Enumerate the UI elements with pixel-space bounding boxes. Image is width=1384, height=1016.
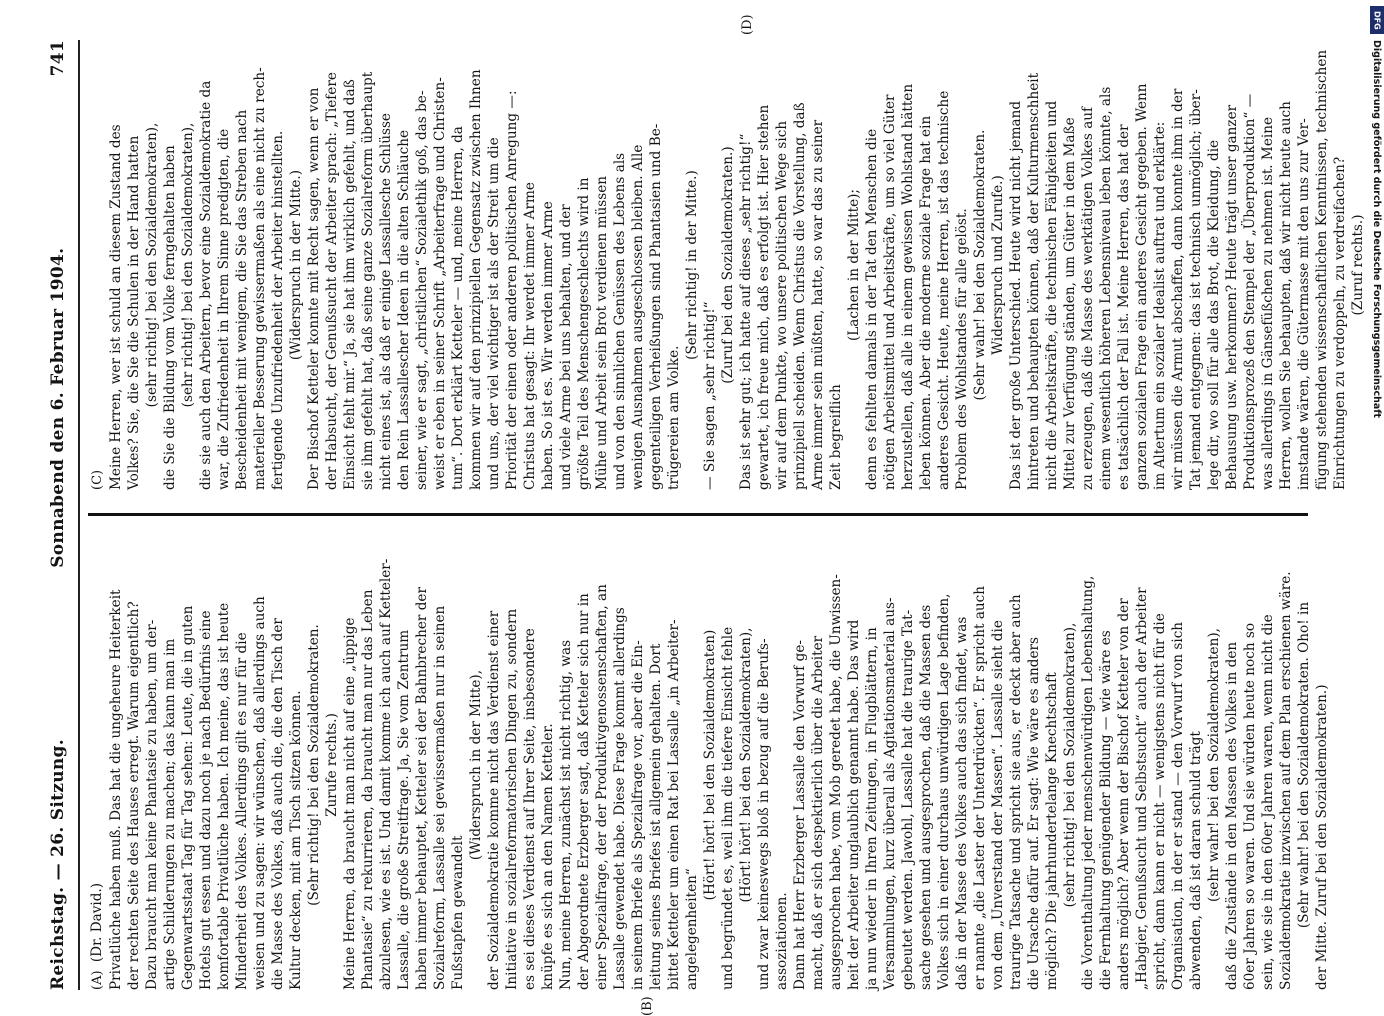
right-column-line: Meine Herren, wer ist schuld an diesem Zustand des <box>108 124 124 490</box>
left-column-line: anders möglich? Aber wenn der Bischof Ketteler von der <box>1116 598 1132 990</box>
right-column-line: (Sehr richtig! in der Mitte.) <box>684 170 700 360</box>
credit-line-container <box>1370 40 1384 990</box>
right-column-line: und von den sinnlichen Genüssen des Lebens als <box>612 152 628 490</box>
right-column-line: und viele Arme bei uns behalten, und der <box>558 204 574 490</box>
right-column-line: gewartet, ich freue mich, daß es erfolgt ist. Hier stehen <box>756 104 772 490</box>
right-column-line: gegenteiligen Verheißungen sind Phantasien und Be- <box>648 123 664 490</box>
left-column-line: einer Spezialfrage, der der Produktivgenossenschaften, an <box>594 584 610 990</box>
left-column-line: es sei dieses Verdienst auf Ihrer Seite, insbesondere <box>522 628 538 990</box>
left-column-line: der Sozialdemokratie komme nicht das Verdienst einer <box>486 610 502 990</box>
left-column-line: Sozialdemokratie inzwischen auf dem Plan erschienen wäre. <box>1278 571 1294 990</box>
right-column-line: (Zuruf rechts.) <box>1350 214 1366 316</box>
left-column-line: Initiative in sozialreformatorischen Dingen zu, sondern <box>504 608 520 990</box>
right-column-line: und uns, der viel wichtiger ist als der Streit um die <box>486 137 502 490</box>
right-column-line: prinzipiell scheiden. Wenn Christus die Vorstellung, daß <box>792 102 808 490</box>
right-column-line: Behausung usw. herkommen? Heute trägt unser ganzer <box>1224 104 1240 490</box>
right-column-line: Priorität der einen oder anderen politischen Anregung —: <box>504 90 520 490</box>
right-column-line: Volkes? Sie, die Sie die Schulen in der Hand hatten <box>126 135 142 490</box>
right-column-line: Einrichtungen zu verdoppeln, zu verdreifachen? <box>1332 156 1348 490</box>
right-column <box>88 40 1366 490</box>
left-column-line: und begründet es, weil ihm die tiefere Einsicht fehle <box>720 626 736 990</box>
right-column-line: (Widerspruch in der Mitte.) <box>288 169 304 361</box>
right-column-line: wir auf dem Punkte, wo unsere politischen Wege sich <box>774 120 790 490</box>
right-column-line: einem wesentlich höheren Lebensniveau leben könnte, als <box>1098 86 1114 490</box>
right-column-line: fügung stehenden wissenschaftlichen Kenntnissen, technischen <box>1314 49 1330 490</box>
left-column-line: gebeutet werden. Jawohl, Lassalle hat die traurige Tat- <box>900 609 916 990</box>
left-column-line: Privatlüche haben muß. Das hat die ungeheure Heiterkeit <box>108 589 124 990</box>
left-column-line: leitung seines Briefes ist allgemein gehalten. Dort <box>648 643 664 990</box>
left-column-line: heit der Arbeiter unglaublich genannt habe. Das wird <box>846 619 862 990</box>
right-column-line: trügereien am Volke. <box>666 345 682 490</box>
credit-line: Digitalisierung gefördert durch die Deutsche Forschungsgemeinschaft <box>1371 40 1382 418</box>
left-column-line: ja nun wieder in Ihren Zeitungen, in Flugblättern, in <box>864 627 880 990</box>
right-column-line: herzustellen, daß alle in einem gewissen Wohlstand hätten <box>900 83 916 490</box>
left-column-line: in seinem Briefe als Spezialfrage vor, aber die Ein- <box>630 640 646 990</box>
left-column-line: Sozialreform, Lassalle sei gewissermaßen nur in seinen <box>432 605 448 990</box>
margin-marker-d: (D) <box>740 14 755 35</box>
right-column-line: die sie auch den Arbeitern, bevor eine Sozialdemokratie da <box>198 80 214 490</box>
left-column-line: Dann hat Herr Erzberger Lassalle den Vorwurf ge- <box>792 640 808 990</box>
left-column-line: traurige Tatsache und spricht sie aus, er deckt aber auch <box>1008 594 1024 990</box>
left-column-line: Nun, meine Herren, zunächst ist nicht richtig, was <box>558 639 574 990</box>
right-column-line: Mühe und Arbeit sein Brot verdienen müssen <box>594 175 610 490</box>
right-column-line: (Sehr wahr! bei den Sozialdemokraten. <box>972 129 988 401</box>
left-column-line: Volkes sich in einer durchaus unwürdigen Lage befinden, <box>936 593 952 990</box>
right-column-line: fertigende Unzufriedenheit der Arbeiter hinstellten. <box>270 130 286 490</box>
left-column-line: (Widerspruch in der Mitte), <box>468 669 484 861</box>
left-column-line: Lassalle gewendet habe. Diese Frage kommt allerdings <box>612 607 628 990</box>
right-column-line: lege dir, wo soll für alle das Brot, die Kleidung, die <box>1206 139 1222 490</box>
left-column-line: Organisation, in der er stand — den Vorwurf von sich <box>1170 621 1186 990</box>
header-date: Sonnabend den 6. Februar 1904. <box>48 247 68 568</box>
left-column-line: (Hört! hört! bei den Sozialdemokraten), <box>738 627 754 903</box>
right-column-line: wir müssen die Armut abschaffen, dann konnte ihm in der <box>1170 88 1186 490</box>
left-column-line: von dem „Unverstand der Massen“. Lassalle sieht die <box>990 620 1006 990</box>
right-column-line: seiner, wie er sagt, „christlichen“ Sozialethik goß, das be- <box>414 90 430 490</box>
left-column-line: (Hört! hört! bei den Sozialdemokraten) <box>702 629 718 901</box>
left-column-line: haben immer behauptet, Ketteler sei der Bahnbrecher der <box>414 587 430 990</box>
right-column-line: (sehr richtig! bei den Sozialdemokraten), <box>144 122 160 408</box>
left-column-line: Versammlungen, kurz überall als Agitationsmaterial aus- <box>882 597 898 990</box>
document-page <box>40 14 1366 1016</box>
left-column <box>88 540 1330 990</box>
right-column-line: hintreten und behaupten können, daß der Kulturmenschheit <box>1026 72 1042 490</box>
right-column-line: Produktionsprozeß den Stempel der „Überproduktion“ — <box>1242 93 1258 490</box>
right-column-line: haben. So ist es. Wir werden immer Arme <box>540 201 556 490</box>
right-column-line: sie ihm gefehlt hat, daß seine ganze Sozialreform überhaupt <box>360 71 376 490</box>
left-column-line: der Mitte. Zuruf bei den Sozialdemokraten.) <box>1314 684 1330 990</box>
right-column-line: Widerspruch und Zurufe.) <box>990 175 1006 355</box>
left-column-line: angelegenheiten“ <box>684 868 700 990</box>
right-column-line: materieller Besserung gewissermaßen als eine nicht zu rech- <box>252 67 268 490</box>
right-column-line: (sehr richtig! bei den Sozialdemokraten), <box>180 122 196 408</box>
right-column-line: Der Bischof Ketteler konnte mit Recht sagen, wenn er von <box>306 87 322 490</box>
left-column-line: ausgesprochen habe, vom Mob geredet habe, die Unwissen- <box>828 574 844 990</box>
left-column-line: daß in der Masse des Volkes auch das sich findet, was <box>954 616 970 990</box>
right-column-line: Arme immer sein müßten, hatte, so war das zu seiner <box>810 119 826 490</box>
right-column-line: nötigen Arbeitsmittel und Arbeitskräfte, um so viel Güter <box>882 94 898 490</box>
left-column-line: möglich? Die jahrhundertelange Knechtschaft <box>1044 672 1060 990</box>
left-column-line: artige Schilderungen zu machen; das kann man im <box>162 638 178 990</box>
left-column-line: die Fernhaltung genügender Bildung — wie wäre es <box>1098 630 1114 990</box>
right-column-line: denn es fehlten damals in der Tat den Menschen die <box>864 128 880 490</box>
right-column-line: Das ist sehr gut; ich hatte auf dieses „sehr richtig!“ <box>738 133 754 490</box>
right-column-text <box>107 40 1367 490</box>
left-column-line: er nannte „die Laster der Unterdrückten“. Er spricht auch <box>972 585 988 990</box>
left-column-line: Fußstapfen gewandelt <box>450 835 466 990</box>
left-column-line: sache gesehen und ausgesprochen, daß die Massen des <box>918 604 934 990</box>
left-column-line: die Masse des Volkes, daß auch die, die den Tisch der <box>270 618 286 990</box>
left-column-line: „Habgier, Genußsucht und Selbstsucht“ auch der Arbeiter <box>1134 587 1150 990</box>
dfg-logo: DFG <box>1370 6 1384 34</box>
left-column-line: macht, daß er sich despektierlich über die Arbeiter <box>810 635 826 990</box>
right-column-line: der Habsucht, der Genußsucht der Arbeiter sprach: „Tiefere <box>324 72 340 490</box>
right-column-line: (Zuruf bei den Sozialdemokraten.) <box>720 146 736 384</box>
left-column-line: Gegenwartsstaat Tag für Tag sehen: Leute, die in guten <box>180 605 196 990</box>
right-column-line: war, die Zufriedenheit in Ihrem Sinne predigten, die <box>216 128 232 490</box>
right-column-line: imstande wären, die Gütermasse mit den uns zur Ver- <box>1296 118 1312 490</box>
left-column-line: weisen und zu sagen: wir wünschen, daß allerdings auch <box>252 596 268 990</box>
left-column-line: komfortable Privatlüche haben. Ich meine, das ist heute <box>216 602 232 990</box>
left-column-line: knüpfe es sich an den Namen Ketteler. <box>540 723 556 990</box>
page-number: 741 <box>48 40 68 77</box>
left-column-line: bittet Ketteler um einen Rat bei Lassalle „in Arbeiter- <box>666 619 682 990</box>
right-column-line: — Sie sagen „sehr richtig!“ <box>702 301 718 490</box>
right-marker-line <box>88 40 107 490</box>
right-column-line: Christus hat gesagt: Ihr werdet immer Arme <box>522 182 538 490</box>
header-left: Reichstag. — 26. Sitzung. <box>48 739 68 990</box>
left-column-line: Meine Herren, da braucht man nicht auf eine „üppige <box>342 617 358 990</box>
left-column-line: assoziationen. <box>774 892 790 990</box>
speaker-note <box>88 540 107 990</box>
left-column-line: sein, wie sie in den 60er Jahren waren, wenn nicht die <box>1260 614 1276 990</box>
left-column-line: die Vorenthaltung jeder menschenwürdigen Lebenshaltung, <box>1080 575 1096 990</box>
right-column-line: anderes Gesicht. Heute, meine Herren, ist das technische <box>936 90 952 490</box>
right-column-line: (Lachen in der Mitte); <box>846 188 862 342</box>
left-column-line: abzulesen, wie es ist. Und damit komme ich auch auf Ketteler- <box>378 558 394 990</box>
left-column-line: und zwar keineswegs bloß in bezug auf die Berufs- <box>756 638 772 990</box>
left-column-line: Zurufe rechts.) <box>324 713 340 817</box>
left-column-line: (Sehr wahr! bei den Sozialdemokraten. Oho! in <box>1296 601 1312 929</box>
left-column-line: 60er Jahren so waren. Und sie würden heute noch so <box>1242 622 1258 990</box>
left-column-line: spricht, dann kann er nicht — wenigstens nicht für die <box>1152 613 1168 990</box>
right-column-line: leben können. Aber die moderne soziale Frage hat ein <box>918 115 934 490</box>
left-column-text <box>107 540 1331 990</box>
right-column-line: was allerdings in Gänsefüßchen zu nehmen ist. Meine <box>1260 116 1276 490</box>
right-column-line: weist er eben in seiner Schrift „Arbeiterfrage und Christen- <box>432 77 448 490</box>
right-column-line: im Altertum ein sozialer Idealist auftrat und erklärte: <box>1152 121 1168 490</box>
right-column-line: zu erzeugen, daß die Masse des werktätigen Volkes auf <box>1080 106 1096 490</box>
digitization-stamp <box>1370 6 1384 996</box>
margin-marker-c: (C) <box>90 469 105 490</box>
right-column-line: es tatsächlich der Fall ist. Meine Herren, das hat der <box>1116 124 1132 490</box>
right-column-line: nicht eines ist, als daß er einige Lassallesche Schlüsse <box>378 113 394 490</box>
right-column-line: Tat jemand entgegnen: das ist technisch unmöglich; über- <box>1188 89 1204 490</box>
right-column-line: tum“. Dort erklärt Ketteler — und, meine Herren, da <box>450 126 466 490</box>
left-column-line: Minderheit des Volkes. Allerdings gilt es nur für die <box>234 632 250 990</box>
left-column-line: der Abgeordnete Erzberger sagt, daß Ketteler sich nur in <box>576 593 592 990</box>
left-column-line: (sehr wahr! bei den Sozialdemokraten), <box>1206 628 1222 902</box>
left-column-line: Kultur decken, mit am Tisch sitzen können. <box>288 690 304 990</box>
speaker-name: (Dr. David.) <box>89 882 105 963</box>
right-column-line: Problem des Wohlstandes für alle gelöst. <box>954 208 970 490</box>
right-column-line: den Rein Lassallescher Ideen in die alten Schläuche <box>396 129 412 490</box>
left-column-line: Hotels gut essen und dazu noch je nach Bedürfnis eine <box>198 610 214 990</box>
right-column-line: Bescheidenheit mit wenigem, die Sie das Streben nach <box>234 109 250 490</box>
margin-marker-a: (A) <box>90 970 105 990</box>
left-column-line: abwenden, daß ist daran schuld trägt <box>1188 731 1204 990</box>
margin-marker-b: (B) <box>640 996 655 1016</box>
right-column-line: kommen wir auf den prinzipiellen Gegensatz zwischen Ihnen <box>468 69 484 490</box>
left-column-line: die Ursache dafür auf. Er sagt: Wie wäre es anders <box>1026 636 1042 990</box>
right-column-line: ganzen sozialen Frage ein anderes Gesicht gegeben. Wenn <box>1134 83 1150 490</box>
right-column-line: nicht die Arbeitskräfte, die technischen Fähigkeiten und <box>1044 100 1060 490</box>
left-column-line: Phantasie“ zu rekurrieren, da braucht man nur das Leben <box>360 589 376 990</box>
page-header <box>40 40 76 990</box>
right-column-line: Das ist der große Unterschied. Heute wird nicht jemand <box>1008 100 1024 490</box>
right-column-line: die Sie die Bildung vom Volke ferngehalten haben <box>162 145 178 490</box>
right-column-line: Mittel zur Verfügung ständen, um Güter in dem Maße <box>1062 117 1078 490</box>
right-column-line: Zeit begreiflich <box>828 384 844 490</box>
right-column-line: wenigen Ausnahmen ausgeschlossen bleiben. Alle <box>630 144 646 490</box>
left-column-line: Lassalle, die große Streitfrage. Ja, Sie vom Zentrum <box>396 629 412 990</box>
header-rule <box>78 40 80 990</box>
right-column-line: größte Teil des Menschengeschlechts wird in <box>576 177 592 490</box>
right-column-line: Herren, wollen Sie behaupten, daß wir nicht heute auch <box>1278 101 1294 490</box>
left-column-line: Dazu braucht man keine Phantasie zu haben, um der- <box>144 619 160 990</box>
left-column-line: (Sehr richtig! bei den Sozialdemokraten. <box>306 624 322 906</box>
left-column-line: daß die Zustände in den Massen des Volkes in den <box>1224 641 1240 990</box>
left-column-line: der rechten Seite des Hauses erregt. Warum eigentlich? <box>126 601 142 990</box>
column-divider <box>88 513 1308 516</box>
left-column-line: (sehr richtig! bei den Sozialdemokraten), <box>1062 622 1078 908</box>
right-column-line: Einsicht fehlt mir.“ Ja, sie hat ihm wirklich gefehlt, und daß <box>342 79 358 490</box>
